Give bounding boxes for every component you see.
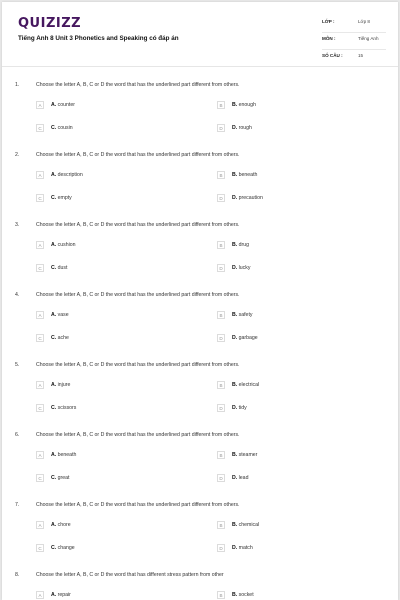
option-letter: B. <box>232 382 238 388</box>
option-label <box>51 545 75 551</box>
option-checkbox[interactable]: A <box>36 101 44 109</box>
option-label <box>51 522 71 528</box>
option-letter: A. <box>51 592 57 598</box>
question-text: Choose the letter A, B, C or D the word that has the underlined part different from others. <box>36 432 240 438</box>
option-label <box>51 195 72 201</box>
option-checkbox[interactable]: D <box>217 474 225 482</box>
option-checkbox[interactable]: D <box>217 124 225 132</box>
option-checkbox[interactable]: B <box>217 381 225 389</box>
option-letter: A. <box>51 102 57 108</box>
option-letter: B. <box>232 242 238 248</box>
option-text: electrical <box>238 382 260 388</box>
meta-row-subject <box>322 33 386 50</box>
meta-key: LỚP : <box>322 19 335 24</box>
option-letter: B. <box>232 452 238 458</box>
meta-row-count <box>322 50 386 67</box>
option-text: drug <box>238 242 250 248</box>
option-text: cushion <box>57 242 76 248</box>
option-checkbox[interactable]: A <box>36 381 44 389</box>
option-label <box>51 242 76 248</box>
option-label <box>232 592 254 598</box>
option-letter: C. <box>51 195 57 201</box>
option-label <box>51 405 76 411</box>
option-checkbox[interactable]: A <box>36 521 44 529</box>
option-letter: D. <box>232 195 238 201</box>
option-text: description <box>57 172 83 178</box>
option-label <box>232 335 258 341</box>
option-label <box>232 522 259 528</box>
option-text: enough <box>238 102 256 108</box>
meta-info <box>322 16 386 67</box>
option-checkbox[interactable]: D <box>217 404 225 412</box>
option-label <box>51 102 75 108</box>
question-number: 5. <box>15 362 20 368</box>
meta-key: MÔN : <box>322 36 336 41</box>
option-letter: C. <box>51 335 57 341</box>
option-text: socket <box>238 592 254 598</box>
option-label <box>232 195 263 201</box>
option-text: safety <box>238 312 253 318</box>
option-checkbox[interactable]: B <box>217 241 225 249</box>
option-letter: D. <box>232 405 238 411</box>
option-letter: A. <box>51 172 57 178</box>
option-text: beneath <box>238 172 258 178</box>
question-number: 8. <box>15 572 20 578</box>
option-letter: A. <box>51 522 57 528</box>
option-checkbox[interactable]: C <box>36 194 44 202</box>
option-checkbox[interactable]: C <box>36 124 44 132</box>
option-checkbox[interactable]: A <box>36 241 44 249</box>
question-number: 7. <box>15 502 20 508</box>
question-number: 1. <box>15 82 20 88</box>
option-letter: C. <box>51 475 57 481</box>
option-text: garbage <box>238 335 258 341</box>
option-checkbox[interactable]: A <box>36 171 44 179</box>
option-text: lucky <box>238 265 251 271</box>
option-letter: D. <box>232 125 238 131</box>
option-label <box>51 335 69 341</box>
meta-value: 15 <box>358 53 364 58</box>
option-text: match <box>238 545 253 551</box>
option-checkbox[interactable]: C <box>36 264 44 272</box>
option-text: chore <box>57 522 71 528</box>
option-letter: D. <box>232 335 238 341</box>
option-label <box>51 382 70 388</box>
option-label <box>232 452 257 458</box>
option-text: beneath <box>57 452 77 458</box>
option-checkbox[interactable]: A <box>36 311 44 319</box>
question-text: Choose the letter A, B, C or D the word that has the underlined part different from others. <box>36 82 240 88</box>
option-label <box>232 405 247 411</box>
option-checkbox[interactable]: C <box>36 404 44 412</box>
header-divider <box>2 66 398 67</box>
option-label <box>51 172 83 178</box>
option-checkbox[interactable]: C <box>36 334 44 342</box>
option-letter: A. <box>51 452 57 458</box>
option-text: precaution <box>238 195 263 201</box>
option-text: empty <box>57 195 72 201</box>
option-label <box>51 475 69 481</box>
option-label <box>232 545 253 551</box>
option-letter: C. <box>51 125 57 131</box>
option-label <box>232 242 249 248</box>
question-text: Choose the letter A, B, C or D the word that has the underlined part different from others. <box>36 152 240 158</box>
page-title: Tiếng Anh 8 Unit 3 Phonetics and Speaking có đáp án <box>18 35 179 42</box>
option-label <box>232 172 257 178</box>
option-letter: B. <box>232 592 238 598</box>
option-label <box>232 102 256 108</box>
option-label <box>232 312 252 318</box>
option-checkbox[interactable]: B <box>217 311 225 319</box>
option-letter: A. <box>51 312 57 318</box>
option-label <box>51 592 71 598</box>
worksheet-page <box>2 2 398 600</box>
option-letter: C. <box>51 545 57 551</box>
option-text: vase <box>57 312 69 318</box>
question-text: Choose the letter A, B, C or D the word that has the underlined part different from others. <box>36 292 240 298</box>
option-text: ache <box>57 335 69 341</box>
option-text: counter <box>57 102 75 108</box>
question-number: 3. <box>15 222 20 228</box>
option-letter: B. <box>232 522 238 528</box>
option-text: steamer <box>238 452 258 458</box>
option-label <box>51 125 73 131</box>
option-checkbox[interactable]: A <box>36 451 44 459</box>
option-checkbox[interactable]: B <box>217 171 225 179</box>
option-checkbox[interactable]: D <box>217 334 225 342</box>
option-text: cousin <box>57 125 73 131</box>
option-letter: B. <box>232 312 238 318</box>
option-letter: A. <box>51 242 57 248</box>
meta-row-class <box>322 16 386 33</box>
option-label <box>232 125 252 131</box>
option-label <box>232 382 259 388</box>
option-checkbox[interactable]: B <box>217 101 225 109</box>
option-letter: C. <box>51 265 57 271</box>
option-letter: D. <box>232 475 238 481</box>
option-label <box>51 265 67 271</box>
question-text: Choose the letter A, B, C or D the word that has different stress pattern from other <box>36 572 224 578</box>
option-letter: D. <box>232 545 238 551</box>
option-text: lead <box>238 475 249 481</box>
option-text: scissors <box>57 405 77 411</box>
option-letter: B. <box>232 102 238 108</box>
option-letter: C. <box>51 405 57 411</box>
option-label <box>232 475 248 481</box>
option-letter: B. <box>232 172 238 178</box>
option-letter: A. <box>51 382 57 388</box>
option-checkbox[interactable]: C <box>36 544 44 552</box>
question-number: 2. <box>15 152 20 158</box>
meta-value: Tiếng Anh <box>358 36 379 41</box>
question-text: Choose the letter A, B, C or D the word that has the underlined part different from others. <box>36 502 240 508</box>
meta-value: Lớp 8 <box>358 19 370 24</box>
meta-key: SỐ CÂU : <box>322 53 343 58</box>
option-checkbox[interactable]: D <box>217 264 225 272</box>
option-text: injure <box>57 382 71 388</box>
option-label <box>51 452 76 458</box>
quizizz-logo: QUIZIZZ <box>18 16 82 31</box>
option-text: tidy <box>238 405 247 411</box>
option-checkbox[interactable]: D <box>217 544 225 552</box>
option-checkbox[interactable]: C <box>36 474 44 482</box>
option-text: repair <box>57 592 71 598</box>
option-label <box>232 265 250 271</box>
option-letter: D. <box>232 265 238 271</box>
option-text: rough <box>238 125 252 131</box>
option-text: dust <box>57 265 68 271</box>
option-text: chemical <box>238 522 260 528</box>
option-checkbox[interactable]: A <box>36 591 44 599</box>
option-checkbox[interactable]: B <box>217 591 225 599</box>
question-text: Choose the letter A, B, C or D the word that has the underlined part different from others. <box>36 362 240 368</box>
option-checkbox[interactable]: D <box>217 194 225 202</box>
question-number: 6. <box>15 432 20 438</box>
option-checkbox[interactable]: B <box>217 451 225 459</box>
option-label <box>51 312 69 318</box>
option-text: change <box>57 545 75 551</box>
question-number: 4. <box>15 292 20 298</box>
option-text: great <box>57 475 70 481</box>
option-checkbox[interactable]: B <box>217 521 225 529</box>
question-text: Choose the letter A, B, C or D the word that has the underlined part different from others. <box>36 222 240 228</box>
